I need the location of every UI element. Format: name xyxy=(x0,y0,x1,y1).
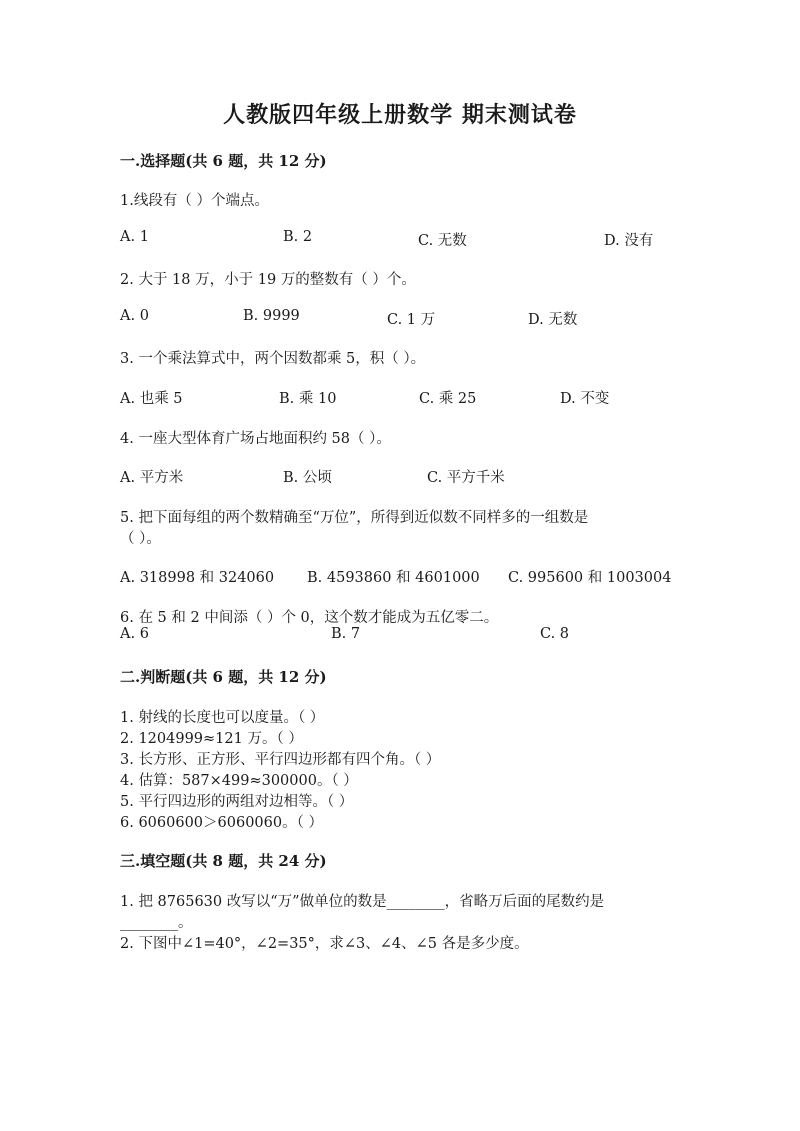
option-b: B. 7 xyxy=(331,626,361,642)
question-stem: 2. 大于 18 万，小于 19 万的整数有（ ）个。 xyxy=(120,272,416,288)
option-a: A. 6 xyxy=(120,626,149,642)
judge-item: 3. 长方形、正方形、平行四边形都有四个角。（ ） xyxy=(120,752,441,768)
question-stem: 4. 一座大型体育广场占地面积约 58（ ）。 xyxy=(120,431,391,447)
judge-item: 4. 估算：587×499≈300000。（ ） xyxy=(120,773,358,789)
option-d: D. 无数 xyxy=(528,312,578,328)
option-a: A. 1 xyxy=(120,229,149,245)
option-c: C. 无数 xyxy=(418,233,467,249)
option-c: C. 平方千米 xyxy=(427,470,505,486)
section-heading-fill: 三.填空题(共 8 题，共 24 分) xyxy=(120,852,327,870)
option-c: C. 8 xyxy=(540,626,570,642)
fill-question-continued: ________。 xyxy=(120,915,193,931)
option-c: C. 1 万 xyxy=(387,312,436,328)
option-c: C. 乘 25 xyxy=(419,391,477,407)
fill-question: 1. 把 8765630 改写以“万”做单位的数是________，省略万后面的尾数约是 xyxy=(120,894,605,910)
option-a: A. 0 xyxy=(120,308,149,324)
section-heading-judge: 二.判断题(共 6 题，共 12 分) xyxy=(120,668,327,686)
option-a: A. 平方米 xyxy=(120,470,184,486)
judge-item: 2. 1204999≈121 万。（ ） xyxy=(120,731,303,747)
question-stem-continued: （ ）。 xyxy=(120,531,161,547)
question-stem: 6. 在 5 和 2 中间添（ ）个 0，这个数才能成为五亿零二。 xyxy=(120,610,499,626)
option-d: D. 不变 xyxy=(560,391,610,407)
judge-item: 5. 平行四边形的两组对边相等。（ ） xyxy=(120,794,354,810)
option-a: A. 318998 和 324060 xyxy=(120,570,275,586)
question-stem: 5. 把下面每组的两个数精确至“万位”，所得到近似数不同样多的一组数是 xyxy=(120,510,589,526)
judge-item: 1. 射线的长度也可以度量。（ ） xyxy=(120,710,325,726)
page-title: 人教版四年级上册数学 期末测试卷 xyxy=(223,102,577,128)
option-a: A. 也乘 5 xyxy=(120,391,183,407)
option-b: B. 公顷 xyxy=(283,470,332,486)
judge-item: 6. 6060600＞6060060。（ ） xyxy=(120,815,323,831)
question-stem: 1.线段有（ ）个端点。 xyxy=(120,193,269,209)
option-b: B. 4593860 和 4601000 xyxy=(307,570,480,586)
option-b: B. 2 xyxy=(283,229,313,245)
option-b: B. 9999 xyxy=(243,308,300,324)
fill-question: 2. 下图中∠1=40°，∠2=35°，求∠3、∠4、∠5 各是多少度。 xyxy=(120,936,529,952)
section-heading-choice: 一.选择题(共 6 题，共 12 分) xyxy=(120,152,327,170)
option-c: C. 995600 和 1003004 xyxy=(508,570,672,586)
question-stem: 3. 一个乘法算式中，两个因数都乘 5，积（ ）。 xyxy=(120,351,426,367)
option-d: D. 没有 xyxy=(604,233,654,249)
option-b: B. 乘 10 xyxy=(279,391,337,407)
